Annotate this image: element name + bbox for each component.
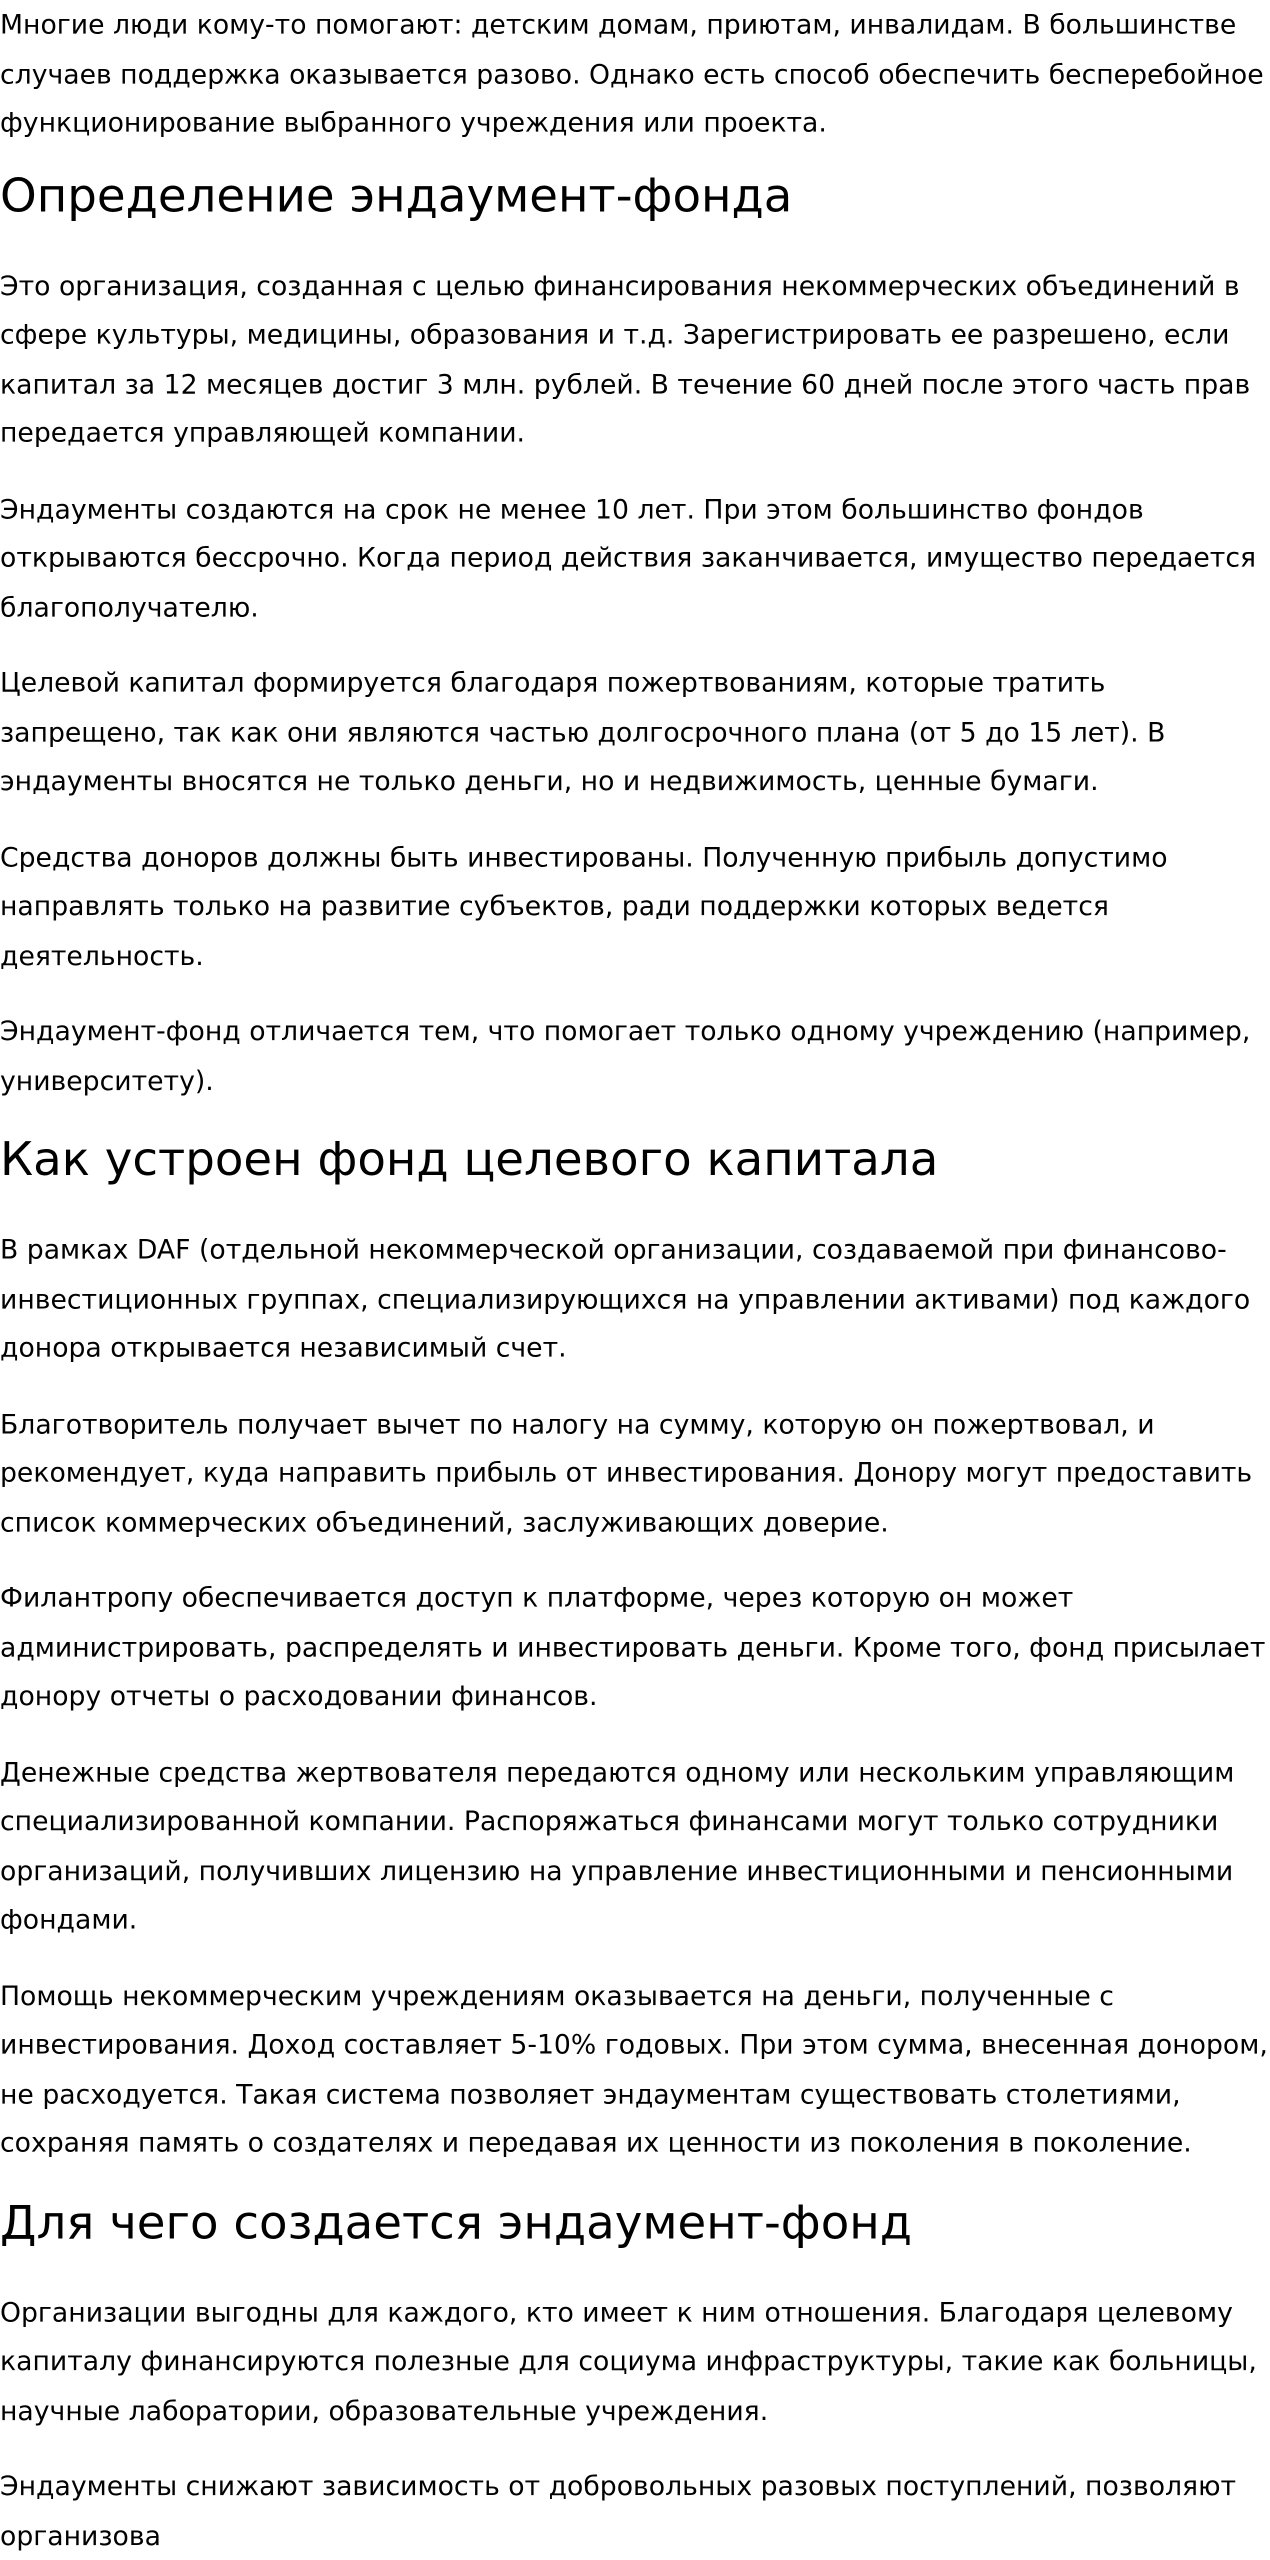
paragraph: Филантропу обеспечивается доступ к платформе, через которую он может администрировать, распределять и инвестировать деньги. Кроме того, фонд присылает донору отчеты о расходовании финансов. (0, 1581, 1266, 1712)
paragraph: Эндаументы создаются на срок не менее 10 лет. При этом большинство фондов открываются бессрочно. Когда период действия заканчивается, имущество передается благополучателю. (0, 492, 1257, 623)
paragraph: Благотворитель получает вычет по налогу на сумму, которую он пожертвовал, и рекомендует, куда направить прибыль от инвестирования. Донору могут предоставить список коммерческих объединений, заслуживающих доверие. (0, 1407, 1253, 1538)
intro-paragraph: Многие люди кому-то помогают: детским домам, приютам, инвалидам. В большинстве случаев поддержка оказывается разово. Однако есть способ обеспечить бесперебойное функционирование выбранного учреждения или проекта. (0, 8, 1264, 139)
paragraph: Помощь некоммерческим учреждениям оказывается на деньги, полученные с инвестирования. Доход составляет 5-10% годовых. При этом сумма, внесенная донором, не расходуется. Такая система позволяет эндаументам существовать столетиями, сохраняя память о создателях и передавая их ценности из поколения в поколение. (0, 1979, 1268, 2159)
paragraph: Эндаументы снижают зависимость от добровольных разовых поступлений, позволяют организова (0, 2470, 1237, 2551)
section-heading-definition: Определение эндаумент-фонда (0, 167, 793, 223)
paragraph: В рамках DAF (отдельной некоммерческой организации, создаваемой при финансово-инвестиционных группах, специализирующихся на управлении активами) под каждого донора открывается независимый счет. (0, 1233, 1251, 1364)
paragraph: Целевой капитал формируется благодаря пожертвованиям, которые тратить запрещено, так как они являются частью долгосрочного плана (от 5 до 15 лет). В эндаументы вносятся не только деньги, но и недвижимость, ценные бумаги. (0, 666, 1166, 797)
paragraph: Это организация, созданная с целью финансирования некоммерческих объединений в сфере культуры, медицины, образования и т.д. Зарегистрировать ее разрешено, если капитал за 12 месяцев достиг 3 млн. рублей. В течение 60 дней после этого часть прав передается управляющей компании. (0, 269, 1251, 449)
paragraph: Организации выгодны для каждого, кто имеет к ним отношения. Благодаря целевому капиталу финансируются полезные для социума инфраструктуры, такие как больницы, научные лаборатории, образовательные учреждения. (0, 2295, 1257, 2426)
section-heading-structure: Как устроен фонд целевого капитала (0, 1131, 939, 1187)
paragraph: Средства доноров должны быть инвестированы. Полученную прибыль допустимо направлять только на развитие субъектов, ради поддержки которых ведется деятельность. (0, 840, 1168, 971)
paragraph: Эндаумент-фонд отличается тем, что помогает только одному учреждению (например, университету). (0, 1015, 1251, 1096)
section-heading-purpose: Для чего создается эндаумент-фонд (0, 2194, 913, 2250)
paragraph: Денежные средства жертвователя передаются одному или нескольким управляющим специализированной компании. Распоряжаться финансами могут только сотрудники организаций, получивших лицензию на управление инвестиционными и пенсионными фондами. (0, 1755, 1235, 1936)
